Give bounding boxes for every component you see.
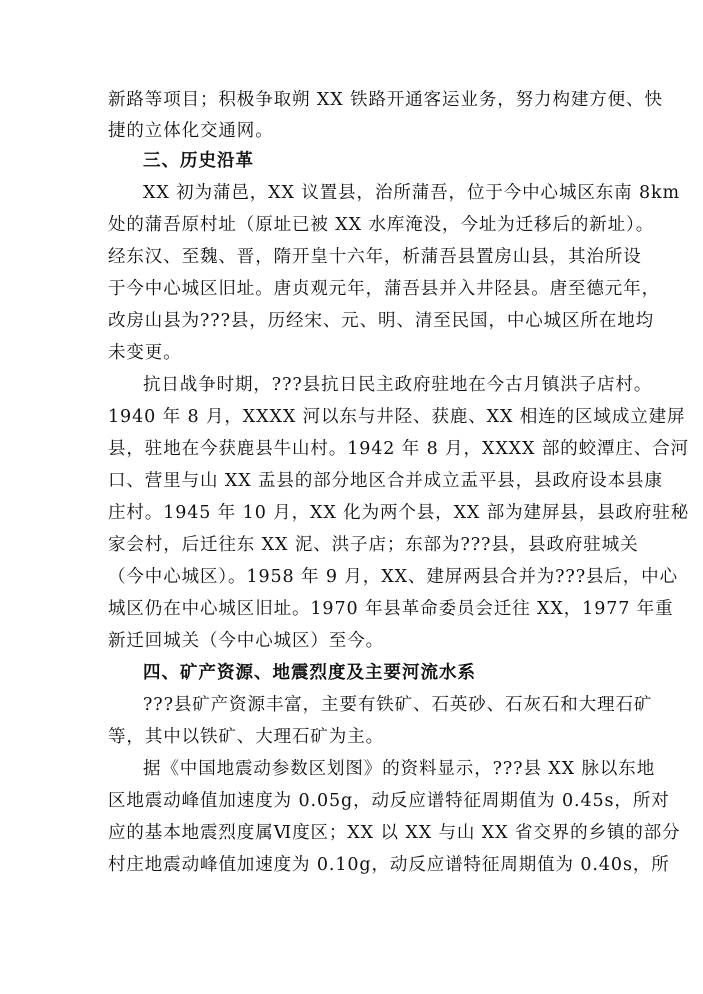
body-text-line: ???县矿产资源丰富，主要有铁矿、石英砂、石灰石和大理石矿: [143, 695, 653, 715]
body-text-line: 区地震动峰值加速度为 0.05g，动反应谱特征周期值为 0.45s，所对: [108, 791, 670, 811]
body-text-line: 口、营里与山 XX 盂县的部分地区合并成立盂平县，县政府设本县康: [108, 471, 663, 491]
body-text-line: 于今中心城区旧址。唐贞观元年，蒲吾县并入井陉县。唐至德元年，: [108, 279, 660, 299]
body-text-line: 抗日战争时期，???县抗日民主政府驻地在今古月镇洪子店村。: [143, 375, 653, 395]
body-text-line: 据《中国地震动参数区划图》的资料显示，???县 XX 脉以东地: [143, 759, 656, 779]
section-heading-history: 三、历史沿革: [143, 151, 254, 171]
body-text-line: 村庄地震动峰值加速度为 0.10g，动反应谱特征周期值为 0.40s，所: [108, 855, 670, 875]
body-text-line: 改房山县为???县，历经宋、元、明、清至民国，中心城区所在地均: [108, 311, 655, 331]
body-text-line: 庄村。1945 年 10 月，XX 化为两个县，XX 部为建屏县，县政府驻秘: [108, 503, 690, 523]
body-text-line: 未变更。: [108, 343, 182, 363]
body-text-line: 新路等项目；积极争取朔 XX 铁路开通客运业务，努力构建方便、快: [108, 90, 663, 110]
section-heading-minerals: 四、矿产资源、地震烈度及主要河流水系: [143, 663, 476, 683]
body-text-line: 城区仍在中心城区旧址。1970 年县革命委员会迁往 XX，1977 年重: [108, 599, 674, 619]
body-text-line: XX 初为蒲邑，XX 议置县，治所蒲吾，位于今中心城区东南 8km: [143, 183, 681, 203]
body-text-line: 家会村，后迁往东 XX 泥、洪子店；东部为???县，县政府驻城关: [108, 535, 639, 555]
body-text-line: 经东汉、至魏、晋，隋开皇十六年，析蒲吾县置房山县，其治所设: [108, 247, 642, 267]
body-text-line: 县，驻地在今获鹿县牛山村。1942 年 8 月，XXXX 部的蛟潭庄、合河: [108, 439, 690, 459]
body-text-line: 应的基本地震烈度属Ⅵ度区；XX 以 XX 与山 XX 省交界的乡镇的部分: [108, 823, 681, 843]
body-text-line: 等，其中以铁矿、大理石矿为主。: [108, 727, 384, 747]
body-text-line: 处的蒲吾原村址（原址已被 XX 水库淹没，今址为迁移后的新址）。: [108, 215, 655, 235]
body-text-line: 1940 年 8 月，XXXX 河以东与井陉、获鹿、XX 相连的区域成立建屏: [108, 407, 686, 427]
body-text-line: 新迁回城关（今中心城区）至今。: [108, 631, 384, 651]
body-text-line: （今中心城区）。1958 年 9 月，XX、建屏两县合并为???县后，中心: [108, 567, 678, 587]
body-text-line: 捷的立体化交通网。: [108, 121, 274, 141]
